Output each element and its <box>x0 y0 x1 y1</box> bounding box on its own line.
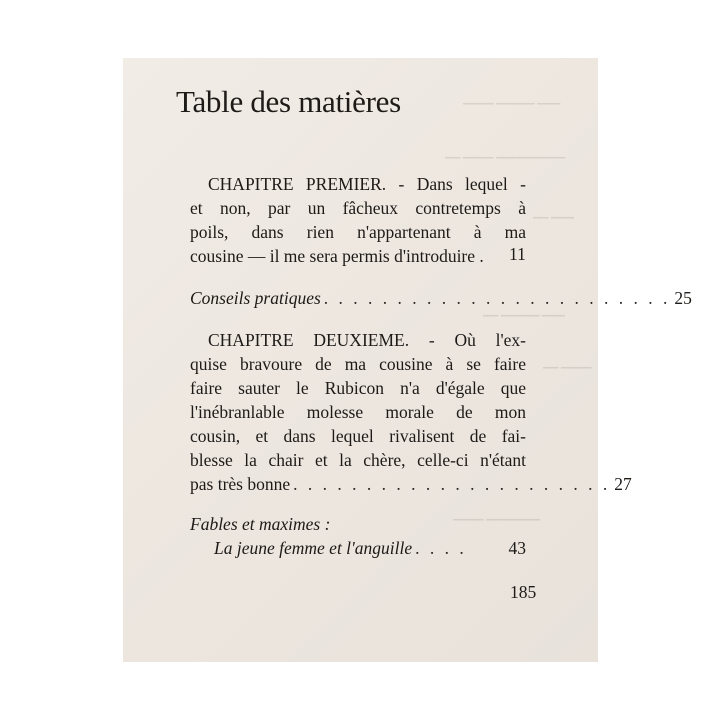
show-through-mark: ▁▁▁ ▁▁▁▁▁ ▁▁▁▁ <box>463 94 561 105</box>
show-through-mark: ▁▁▁▁▁▁▁ ▁▁▁▁ <box>453 510 541 521</box>
page-title: Table des matières <box>176 84 401 119</box>
toc-entry-title: Conseils pratiques <box>190 288 321 308</box>
toc-entry-chapter-two <box>190 328 632 496</box>
toc-entry-line: poils, dans rien n'appartenant à ma <box>190 222 526 242</box>
toc-entry-row <box>190 536 526 560</box>
dot-leader: . . . . . . . . . . . . . . . . . . . . . . . . <box>323 288 671 308</box>
toc-entry-row <box>190 472 632 496</box>
dot-leader: . . . . . . . . . . . . . . . . . . . . . . <box>293 474 611 494</box>
toc-page-number: 43 <box>508 538 526 558</box>
toc-page-number: 11 <box>509 244 526 264</box>
toc-entry-row <box>190 286 692 310</box>
toc-entry-line: faire sauter le Rubicon n'a d'égale que <box>190 378 526 398</box>
toc-page-number: 27 <box>614 474 632 494</box>
dot-leader: . . . . <box>415 538 467 558</box>
show-through-mark: ▁▁▁▁ ▁▁ <box>543 358 592 369</box>
toc-entry-line: quise bravoure de ma cousine à se faire <box>190 354 526 374</box>
toc-entry-line: CHAPITRE PREMIER. - Dans lequel - <box>208 174 526 194</box>
toc-entry-line: cousine — il me sera permis d'introduire . <box>190 246 484 266</box>
book-page <box>123 58 692 662</box>
folio-page-number: 185 <box>510 582 537 602</box>
toc-entry-conseils <box>190 286 692 310</box>
toc-entry-line: l'inébranlable molesse morale de mon <box>190 402 526 422</box>
toc-page-number: 25 <box>674 288 692 308</box>
toc-entry-line: et non, par un fâcheux contretemps à <box>190 198 526 218</box>
toc-entry-line: pas très bonne <box>190 474 291 494</box>
toc-entry-chapter-one <box>190 172 526 268</box>
show-through-mark: ▁▁▁▁▁▁▁▁▁ ▁▁▁▁ ▁▁ <box>445 148 566 159</box>
show-through-mark: ▁▁▁ ▁▁▁▁▁ ▁▁ <box>483 306 565 317</box>
toc-entry-title: La jeune femme et l'anguille <box>214 538 413 558</box>
toc-entry-line: blesse la chair et la chère, celle-ci n'étant <box>190 450 526 470</box>
toc-entry-line: cousin, et dans lequel rivalisent de fai- <box>190 426 526 446</box>
toc-entry-line: CHAPITRE DEUXIEME. - Où l'ex- <box>208 330 526 350</box>
toc-section-heading: Fables et maximes : <box>190 514 331 534</box>
show-through-mark: ▁▁▁ ▁▁ <box>533 208 574 219</box>
toc-entry-fables <box>190 512 526 560</box>
